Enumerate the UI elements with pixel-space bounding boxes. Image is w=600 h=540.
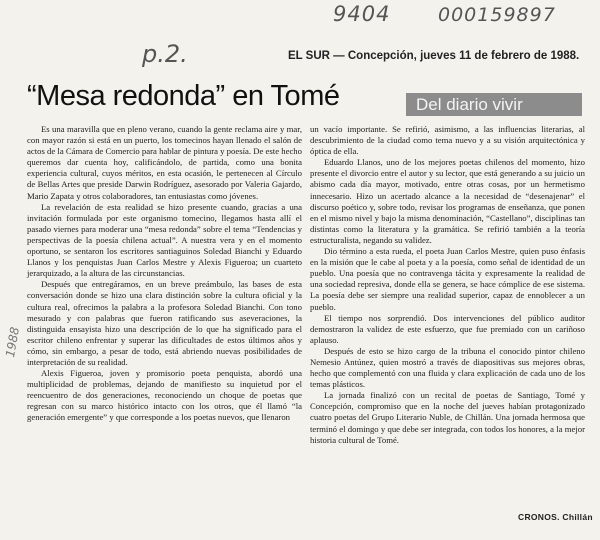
paragraph: Es una maravilla que en pleno verano, cuando la gente reclama aire y mar, con mayor razón si está en un puerto, los tomecinos hayan llenado el salón de actos de la Cámara de Comercio para hablar de pintura y poesía. De este hecho queremos dar cuenta hoy, calificándolo, de partida, como una bonita experiencia cultural, cuyos méritos, en esta ocasión, le pertenecen al Círculo de Bellas Artes que preside Darwin Rodríguez, asesorado por Valeria Gajardo, Mario Zapata y otros colaboradores, tan entusiastas como jóvenes. [27,124,302,201]
paragraph: Después que entregáramos, en un breve preámbulo, las bases de esta conversación donde se hizo una clara distinción sobre la cultura oficial y la cultura real, ofrecimos la palabra a la profesora Soledad Bianchi. Con tono mesurado y con palabras que fueron ratificando sus aseveraciones, la distinguida ensayista hizo una descripción de lo que ha significado para el escritor chileno enfrentar y superar las dificultades de estos últimos años y cómo, sin embargo, a pesar de todo, está abriendo nuevas posibilidades de interpretación de su realidad. [27,279,302,367]
publication-name: EL SUR [288,50,330,62]
paragraph: Dio término a esta rueda, el poeta Juan Carlos Mestre, quien puso énfasis en la misión que le cabe al poeta y a la poesía, como señal de identidad de un pueblo. Una poesía que no contravenga tácita y expresamente la realidad de una sociedad represiva, donde ella se genera, se hace cómplice de ese sistema. La poesía debe ser siempre una realidad superior, capaz de ennoblecer a un pueblo. [310,246,585,312]
author-credit: CRONOS. Chillán [518,512,593,522]
paragraph: Eduardo Llanos, uno de los mejores poetas chilenos del momento, hizo presente el divorcio entre el autor y su lector, que está generando a su juicio un abismo cada día mayor, motivado, entre otras cosas, por un hermetismo innecesario. Hizo un acertado alcance a la necesidad de “desenajenar” el discurso poético y, sobre todo, revisar los programas de enseñanza, que ponen en el mismo nivel y bajo la misma denominación, “Castellano”, disciplinas tan distintas como la literatura y la gramática. Se refirió también a la teoría estructuralista, negando su validez. [310,157,585,245]
handwritten-id-number: 9404 [333,2,391,26]
paragraph: La revelación de esta realidad se hizo presente cuando, gracias a una invitación formulada por este organismo tomecino, llegamos hasta allí el pasado viernes para moderar una “mesa redonda” sobre el tema “Tendencias y perspectivas de la poesía chilena actual”. A nuestra vera y en el momento oportuno, se sentaron los escritores santiaguinos Soledad Bianchi y Eduardo Llanos y los penquistas Juan Carlos Mestre y Alexis Figueroa; un cuarteto jerarquizado, a la altura de las circunstancias. [27,201,302,279]
handwritten-archive-code: 000159897 [438,4,556,26]
paragraph: Después de esto se hizo cargo de la tribuna el conocido pintor chileno Nemesio Antúnez, quien mostró a través de diapositivas sus mejores obras, hecho que complementó con una fluida y clara explicación de cada uno de los temas plásticos. [310,345,585,390]
handwritten-page-marker: p.2. [142,40,188,68]
paragraph: El tiempo nos sorprendió. Dos intervenciones del público auditor demostraron la validez de este esfuerzo, que fue premiado con un cariñoso aplauso. [310,312,585,345]
paragraph: Alexis Figueroa, joven y promisorio poeta penquista, abordó una multiplicidad de problemas, dejando de manifiesto su inquietud por el reencuentro de dos generaciones, reconociendo un choque de poetas que regresan con su marco histórico intacto con los otros, que él llamó “la generación emergente” y que corresponde a los poetas nuevos, que llenaron [27,368,302,423]
article-column-left [27,124,302,424]
paragraph: La jornada finalizó con un recital de poetas de Santiago, Tomé y Concepción, compromiso que en la noche del jueves habían protagonizado cuatro poetas del Grupo Literario Nuble, de Chillán. Una jornada hermosa que terminó el domingo y que debe ser integrada, con todos los honores, a la mejor historia cultural de Tomé. [310,390,585,445]
handwritten-margin-note: 1988 [3,325,23,359]
article-headline: “Mesa redonda” en Tomé [27,80,340,112]
publication-date: — Concepción, jueves 11 de febrero de 1988. [333,50,580,62]
article-column-right [310,124,585,446]
paragraph-continuation: un vacío importante. Se refirió, asimismo, a las influencias literarias, al descubrimiento de la ciudad como tema nuevo y a su visión arquitectónica y óptica de ella. [310,124,585,157]
masthead [288,50,579,62]
section-label: Del diario vivir [406,93,582,116]
